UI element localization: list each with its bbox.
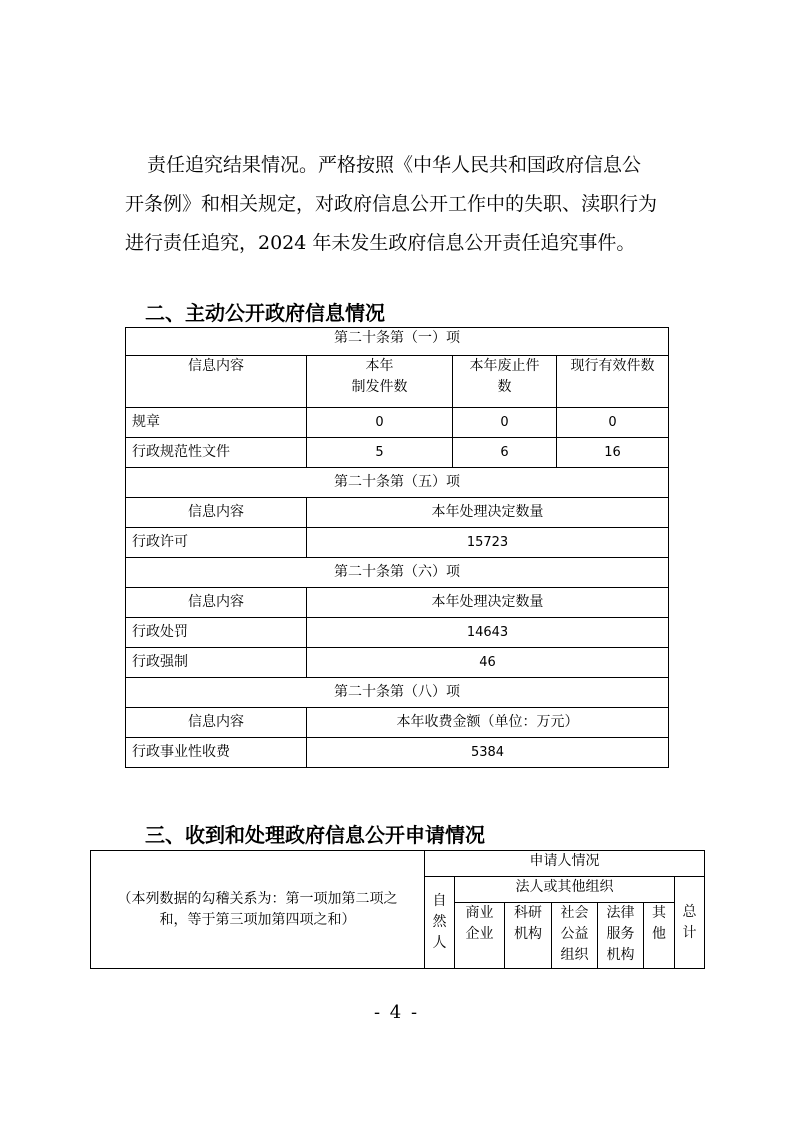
intro-line-2: 开条例》和相关规定，对政府信息公开工作中的失职、渎职行为 <box>125 193 658 215</box>
legal-org-header: 法人或其他组织 <box>455 877 675 903</box>
group8-header-content: 信息内容 <box>126 708 307 738</box>
row-value: 0 <box>557 408 669 438</box>
group1-header-valid: 现行有效件数 <box>557 356 669 408</box>
intro-line-1: 责任追究结果情况。严格按照《中华人民共和国政府信息公 <box>147 154 642 176</box>
total-header: 总 计 <box>675 877 705 969</box>
group5-title: 第二十条第（五）项 <box>126 468 669 498</box>
group1-header-issued: 本年 制发件数 <box>307 356 453 408</box>
intro-line-3: 进行责任追究，2024 年未发生政府信息公开责任追究事件。 <box>125 232 636 254</box>
col-legal-service: 法律 服务 机构 <box>598 903 644 969</box>
row-label: 规章 <box>126 408 307 438</box>
row-value: 46 <box>307 648 669 678</box>
row-value: 6 <box>453 438 557 468</box>
table-row <box>126 648 669 678</box>
row-label: 行政强制 <box>126 648 307 678</box>
group1-header-abolished: 本年废止件 数 <box>453 356 557 408</box>
group6-header-count: 本年处理决定数量 <box>307 588 669 618</box>
application-handling-table <box>90 850 705 969</box>
row-value: 0 <box>307 408 453 438</box>
table-row <box>126 618 669 648</box>
table-row <box>126 408 669 438</box>
group5-header-count: 本年处理决定数量 <box>307 498 669 528</box>
group8-header-amount: 本年收费金额（单位：万元） <box>307 708 669 738</box>
proactive-disclosure-table <box>125 327 669 768</box>
natural-person-header: 自 然 人 <box>425 877 455 969</box>
row-value: 15723 <box>307 528 669 558</box>
row-label: 行政处罚 <box>126 618 307 648</box>
row-value: 16 <box>557 438 669 468</box>
row-label: 行政事业性收费 <box>126 738 307 768</box>
group1-title: 第二十条第（一）项 <box>126 328 669 356</box>
col-commercial: 商业 企业 <box>455 903 505 969</box>
col-other: 其 他 <box>644 903 675 969</box>
group6-header-content: 信息内容 <box>126 588 307 618</box>
col-research: 科研 机构 <box>505 903 552 969</box>
page-number: - 4 - <box>373 1002 420 1023</box>
col-public-welfare: 社会 公益 组织 <box>552 903 598 969</box>
row-label: 行政规范性文件 <box>126 438 307 468</box>
applicant-header: 申请人情况 <box>425 851 705 877</box>
reconciliation-note: （本列数据的勾稽关系为：第一项加第二项之 和，等于第三项加第四项之和） <box>91 851 425 969</box>
group6-title: 第二十条第（六）项 <box>126 558 669 588</box>
table-row <box>126 738 669 768</box>
row-label: 行政许可 <box>126 528 307 558</box>
table-row <box>126 528 669 558</box>
group8-title: 第二十条第（八）项 <box>126 678 669 708</box>
table-row <box>126 438 669 468</box>
section2-heading: 二、主动公开政府信息情况 <box>145 301 385 325</box>
section3-heading: 三、收到和处理政府信息公开申请情况 <box>145 823 485 847</box>
row-value: 14643 <box>307 618 669 648</box>
group1-header-content: 信息内容 <box>126 356 307 408</box>
row-value: 5384 <box>307 738 669 768</box>
row-value: 5 <box>307 438 453 468</box>
row-value: 0 <box>453 408 557 438</box>
group5-header-content: 信息内容 <box>126 498 307 528</box>
